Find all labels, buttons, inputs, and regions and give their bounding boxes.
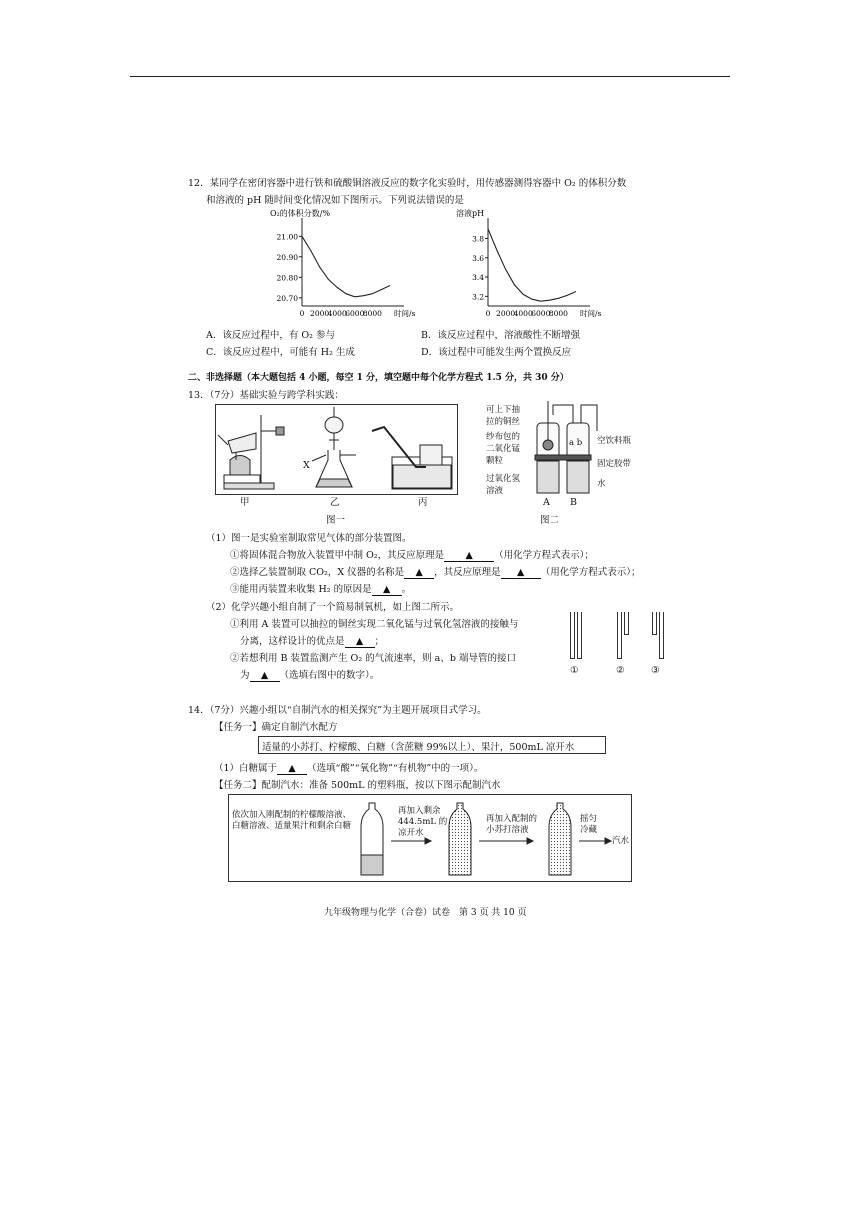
series-line: [488, 229, 576, 301]
answer-blank[interactable]: ▲: [345, 636, 375, 648]
q12-option-d[interactable]: D．该过程中可能发生两个置换反应: [421, 347, 572, 358]
x-tick-label: 4000: [513, 309, 533, 318]
x-tick-label: 6000: [531, 309, 551, 318]
q13-2-2-text-b: 为: [240, 670, 250, 681]
label-jia: 甲: [240, 497, 250, 508]
q13-2-1-text-b: 分离，这样设计的优点是: [240, 636, 345, 647]
q12-options-row2: [206, 344, 571, 358]
q13-2-1-text-c: ；: [374, 636, 385, 647]
step1-label: 依次加入刚配制的柠檬酸溶液、 白糖溶液、适量果汁和剩余白糖: [232, 810, 352, 831]
q13-2-2-text-c: （选填右图中的数字）。: [279, 670, 380, 681]
q13-1-2-text-a: ②选择乙装置制取 CO₂，X 仪器的名称是: [230, 567, 405, 578]
figure1-caption: 图一: [326, 515, 346, 526]
y-tick-label: 20.80: [276, 273, 298, 283]
answer-blank[interactable]: ▲: [277, 763, 307, 775]
fig2-label-a: A: [543, 497, 550, 508]
chart-ylabel: O₂的体积分数/%: [270, 209, 331, 218]
x-tick-label: 0: [299, 309, 305, 318]
fig2-wire-label: 可上下抽 拉的铜丝: [486, 405, 521, 427]
step2-label: 再加入剩余 444.5mL 的 凉开水: [398, 806, 448, 838]
x-tick-label: 2000: [310, 309, 330, 318]
fig2-h2o2-label: 过氧化氢 溶液: [486, 474, 521, 496]
apparatus-bing: [372, 427, 452, 489]
fig2-tape-label: 固定胶带: [597, 459, 632, 469]
chart-xlabel: 时间/s: [580, 309, 602, 318]
q13-part2-2b: [240, 667, 379, 682]
fig2-label-b: B: [570, 497, 577, 508]
label-yi: 乙: [330, 497, 340, 508]
q13-part1-2: [230, 564, 640, 579]
y-tick-label: 3.8: [472, 234, 484, 244]
figure1-apparatus: [216, 405, 457, 494]
q13-part1-1: [230, 547, 594, 562]
x-tick-label: 8000: [362, 309, 382, 318]
x-tick-label: 8000: [548, 309, 568, 318]
q13-1-1-text-a: ①将固体混合物放入装置甲中制 O₂，其反应原理是: [230, 550, 445, 561]
y-tick-label: 21.00: [276, 232, 298, 242]
q14-task2: 【任务二】配制汽水：准备 500mL 的塑料瓶，按以下图示配制汽水: [214, 780, 501, 791]
tube-label-1: ①: [570, 665, 579, 676]
fig2-water-label: 水: [597, 479, 606, 489]
x-tick-label: 2000: [496, 309, 516, 318]
q13-part1: （1）图一是实验室制取常见气体的部分装置图。: [206, 533, 412, 544]
q13-title: 13．（7分）基础实验与跨学科实践：: [188, 390, 344, 401]
tube-label-3: ③: [651, 665, 660, 676]
q12-option-c[interactable]: C．该反应过程中，可能有 H₂ 生成: [206, 347, 355, 358]
figure2-caption: 图二: [540, 515, 560, 526]
result-label: 汽水: [612, 836, 630, 846]
q13-1-3-text-a: ③能用丙装置来收集 H₂ 的原因是: [230, 584, 372, 595]
page-footer: 九年级物理与化学（合卷）试卷 第 3 页 共 10 页: [324, 908, 527, 918]
q13-part2-1a: ①利用 A 装置可以抽拉的铜丝实现二氧化锰与过氧化氢溶液的接触与: [230, 619, 519, 630]
y-tick-label: 20.70: [276, 293, 298, 303]
step3-label: 再加入配制的 小苏打溶液: [486, 814, 538, 835]
tube-label-2: ②: [616, 665, 625, 676]
label-x: X: [303, 460, 310, 471]
y-tick-label: 3.2: [472, 292, 484, 302]
recipe-box: [258, 736, 606, 754]
q14-part1: [214, 760, 483, 775]
q12-option-b[interactable]: B．该反应过程中，溶液酸性不断增强: [421, 330, 581, 341]
recipe-text: 适量的小苏打、柠檬酸、白糖（含蔗糖 99%以上）、果汁，500mL 凉开水: [262, 742, 575, 753]
figure1-box: [215, 404, 458, 495]
section2-heading: 二、非选择题（本大题包括 4 小题，每空 1 分，填空题中每个化学方程式 1.5 分，共 30 分）: [188, 373, 569, 383]
q12-line1: 12．某同学在密闭容器中进行铁和硫酸铜溶液反应的数字化实验时，用传感器测得容器中 O₂ 的体积分数: [188, 178, 627, 189]
q14-title: 14．（7分）兴趣小组以“自制汽水的相关探究”为主题开展项目式学习。: [188, 705, 487, 716]
label-bing: 丙: [418, 497, 428, 508]
q14-1-text-b: （选填“酸”“氧化物”“有机物”中的一项）。: [307, 763, 484, 774]
y-tick-label: 20.90: [276, 252, 298, 262]
answer-blank[interactable]: ▲: [404, 567, 434, 579]
q13-1-2-text-c: （用化学方程式表示）；: [540, 567, 641, 578]
answer-blank[interactable]: ▲: [501, 567, 541, 579]
chart-xlabel: 时间/s: [394, 309, 416, 318]
ph-chart: [448, 206, 608, 326]
q13-1-3-text-b: 。: [401, 584, 412, 595]
apparatus-yi: [312, 407, 356, 487]
q13-part2-1b: [240, 633, 384, 648]
q13-part2-2a: ②若想利用 B 装置监测产生 O₂ 的气流速率，则 a、b 端导管的接口: [230, 653, 516, 664]
o2-volume-chart: [262, 206, 422, 326]
apparatus-jia: [218, 415, 284, 489]
answer-blank[interactable]: ▲: [372, 584, 402, 596]
q13-1-1-text-b: （用化学方程式表示）；: [494, 550, 594, 561]
q12-options-row1: [206, 327, 580, 341]
q14-task1: 【任务一】确定自制汽水配方: [214, 722, 338, 733]
x-tick-label: 0: [485, 309, 491, 318]
answer-blank[interactable]: ▲: [444, 550, 494, 562]
series-line: [302, 236, 390, 296]
fig2-bottle-label: 空饮料瓶: [597, 436, 632, 446]
answer-blank[interactable]: ▲: [250, 670, 280, 682]
x-tick-label: 4000: [327, 309, 347, 318]
q12-line2: 和溶液的 pH 随时间变化情况如下图所示。下列说法错误的是: [206, 195, 464, 206]
q12-option-a[interactable]: A．该反应过程中，有 O₂ 参与: [206, 330, 335, 341]
q13-part2: （2）化学兴趣小组自制了一个简易制氧机，如上图二所示。: [206, 602, 460, 613]
step4-label: 摇匀 冷藏: [580, 814, 598, 835]
fig2-bag-label: 纱布包的 二氧化锰 颗粒: [486, 432, 521, 466]
y-tick-label: 3.6: [472, 253, 484, 263]
q14-1-text-a: （1）白糖属于: [214, 763, 278, 774]
x-tick-label: 6000: [345, 309, 365, 318]
y-tick-label: 3.4: [472, 273, 484, 283]
chart-ylabel: 溶液pH: [456, 209, 485, 218]
top-rule: [130, 76, 730, 77]
fig2-ab-label: a b: [569, 438, 583, 448]
q13-part1-3: [230, 581, 411, 596]
q13-1-2-text-b: ，其反应原理是: [434, 567, 501, 578]
